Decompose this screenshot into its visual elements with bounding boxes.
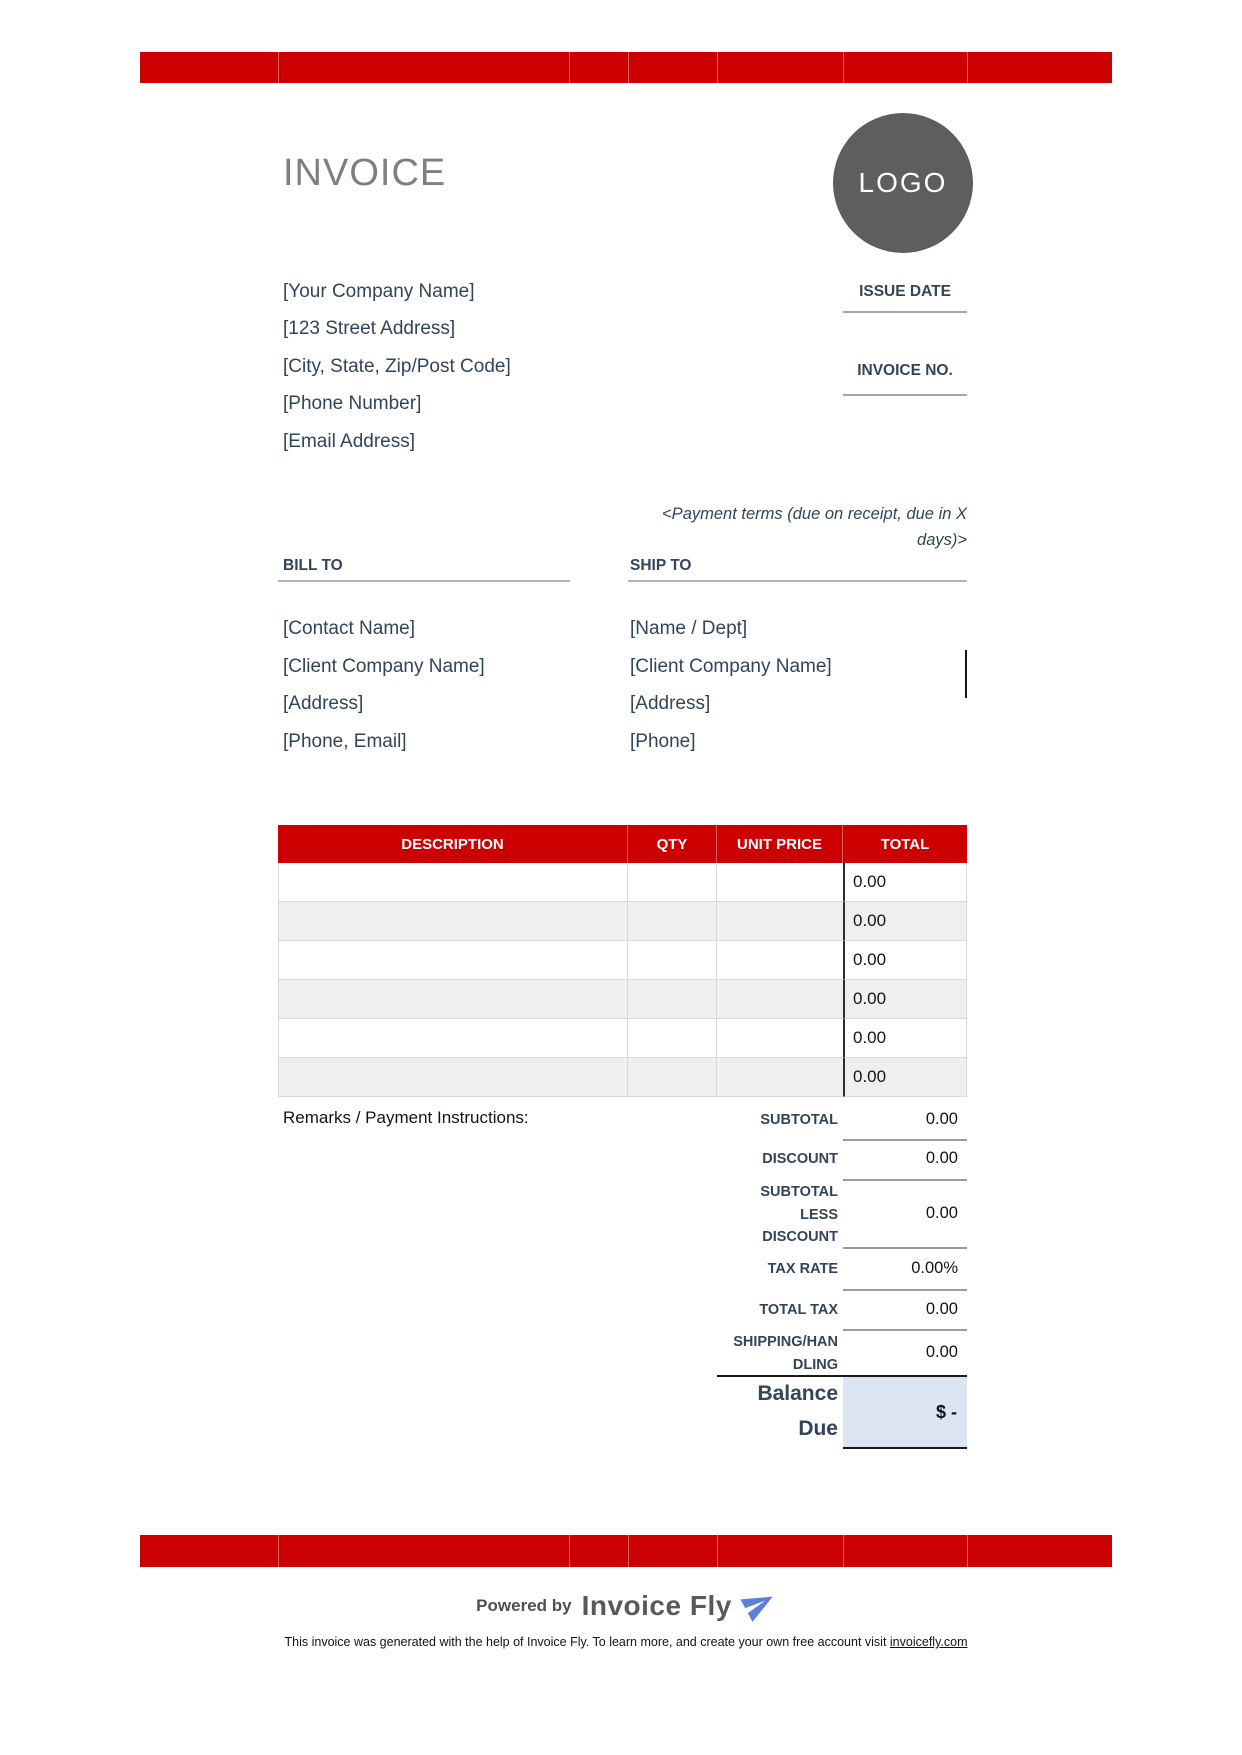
ship-to-label: SHIP TO xyxy=(630,557,692,574)
footer-note xyxy=(140,1635,1112,1649)
total-label-4: TAX RATE xyxy=(767,1261,838,1277)
total-separator xyxy=(843,1329,967,1331)
items-table-header xyxy=(278,825,967,863)
bill-to-line: [Contact Name] xyxy=(283,618,415,639)
paper-plane-icon xyxy=(736,1581,782,1627)
balance-amount: $ - xyxy=(935,1401,957,1422)
page-title: INVOICE xyxy=(283,152,447,194)
balance-due-value[interactable] xyxy=(843,1377,967,1447)
company-address-block xyxy=(283,273,511,460)
bill-to-underline xyxy=(278,580,570,582)
unit_price-cell[interactable] xyxy=(717,980,843,1019)
footer-note-text: This invoice was generated with the help of Invoice Fly. To learn more, and create your own free account visit xyxy=(284,1635,890,1649)
total-value-5[interactable]: 0.00 xyxy=(925,1300,958,1318)
table-row xyxy=(278,863,967,902)
total-cell[interactable]: 0.00 xyxy=(843,1058,967,1097)
bar-gridline xyxy=(278,52,279,83)
logo-text: LOGO xyxy=(858,167,948,198)
qty-cell[interactable] xyxy=(628,1058,717,1097)
total-cell[interactable]: 0.00 xyxy=(843,980,967,1019)
qty-cell[interactable] xyxy=(628,902,717,941)
invoice-no-label: INVOICE NO. xyxy=(857,362,953,379)
description-cell[interactable] xyxy=(278,902,628,941)
total-label-5: TOTAL TAX xyxy=(759,1302,838,1318)
balance-due-label: Balance Due xyxy=(757,1382,838,1440)
ship-to-line: [Client Company Name] xyxy=(630,655,832,677)
total-separator xyxy=(843,1139,967,1141)
bar-gridline xyxy=(717,52,718,83)
description-cell[interactable] xyxy=(278,941,628,980)
line-items-table xyxy=(278,825,967,1097)
bar-gridline xyxy=(569,52,570,83)
total-label-6: SHIPPING/HANDLING xyxy=(733,1334,838,1373)
column-header-qty: QTY xyxy=(628,825,717,863)
total-cell[interactable]: 0.00 xyxy=(843,941,967,980)
column-header-unit-price: UNIT PRICE xyxy=(717,825,843,863)
logo-placeholder xyxy=(833,113,973,253)
bar-gridline xyxy=(967,52,968,83)
column-header-description: DESCRIPTION xyxy=(278,825,628,863)
total-value-1[interactable]: 0.00 xyxy=(925,1110,958,1128)
unit_price-cell[interactable] xyxy=(717,902,843,941)
table-row xyxy=(278,902,967,941)
total-cell[interactable]: 0.00 xyxy=(843,1019,967,1058)
unit_price-cell[interactable] xyxy=(717,1058,843,1097)
invoicefly-link[interactable]: invoicefly.com xyxy=(889,1635,968,1649)
company-line: [123 Street Address] xyxy=(283,318,456,340)
qty-cell[interactable] xyxy=(628,1019,717,1058)
unit_price-cell[interactable] xyxy=(717,1019,843,1058)
powered-by-text: Powered by xyxy=(476,1596,572,1615)
ship-to-block xyxy=(630,610,832,760)
total-separator xyxy=(843,1289,967,1291)
total-cell[interactable]: 0.00 xyxy=(843,902,967,941)
company-line: [City, State, Zip/Post Code] xyxy=(283,355,511,377)
table-row xyxy=(278,980,967,1019)
total-value-6[interactable]: 0.00 xyxy=(925,1343,958,1361)
table-row xyxy=(278,941,967,980)
brand-name: Invoice Fly xyxy=(581,1590,732,1621)
bar-gridline xyxy=(569,1535,570,1567)
invoice-no-underline xyxy=(843,394,967,396)
company-line: [Email Address] xyxy=(283,430,415,452)
unit_price-cell[interactable] xyxy=(717,863,843,902)
ship-to-line: [Name / Dept] xyxy=(630,618,748,639)
total-cell[interactable]: 0.00 xyxy=(843,863,967,902)
description-cell[interactable] xyxy=(278,980,628,1019)
company-line: [Your Company Name] xyxy=(283,281,475,302)
balance-bottom-rule xyxy=(843,1447,967,1449)
bar-gridline xyxy=(628,52,629,83)
remarks-label: Remarks / Payment Instructions: xyxy=(283,1108,529,1127)
total-label-3: SUBTOTAL LESS DISCOUNT xyxy=(760,1184,838,1245)
company-line: [Phone Number] xyxy=(283,393,422,415)
column-header-total: TOTAL xyxy=(880,835,930,853)
unit_price-cell[interactable] xyxy=(717,941,843,980)
qty-cell[interactable] xyxy=(628,863,717,902)
total-value-2[interactable]: 0.00 xyxy=(925,1149,958,1167)
ship-to-underline xyxy=(628,580,967,582)
bottom-accent-bar xyxy=(140,1535,1112,1567)
bill-to-label: BILL TO xyxy=(283,557,343,574)
bar-gridline xyxy=(843,52,844,83)
qty-cell[interactable] xyxy=(628,980,717,1019)
description-cell[interactable] xyxy=(278,863,628,902)
description-cell[interactable] xyxy=(278,1019,628,1058)
table-row xyxy=(278,1058,967,1097)
total-separator xyxy=(843,1179,967,1181)
ship-to-line: [Address] xyxy=(630,693,711,715)
bar-gridline xyxy=(278,1535,279,1567)
table-row xyxy=(278,1019,967,1058)
total-label-2: DISCOUNT xyxy=(762,1151,838,1167)
bill-to-line: [Phone, Email] xyxy=(283,730,407,752)
bar-gridline xyxy=(843,1535,844,1567)
cell-cursor-line xyxy=(965,650,967,698)
bill-to-block xyxy=(283,610,485,760)
bar-gridline xyxy=(717,1535,718,1567)
issue-date-label: ISSUE DATE xyxy=(859,283,951,300)
total-value-4[interactable]: 0.00% xyxy=(911,1259,958,1277)
qty-cell[interactable] xyxy=(628,941,717,980)
total-label-1: SUBTOTAL xyxy=(760,1112,838,1128)
powered-by-row xyxy=(140,1590,1112,1622)
bar-gridline xyxy=(967,1535,968,1567)
payment-terms-note: <Payment terms (due on receipt, due in X days)> xyxy=(662,505,967,549)
ship-to-line: [Phone] xyxy=(630,730,696,752)
bill-to-line: [Client Company Name] xyxy=(283,655,485,677)
total-value-3[interactable]: 0.00 xyxy=(925,1204,958,1222)
issue-date-underline xyxy=(843,311,967,313)
bill-to-line: [Address] xyxy=(283,693,364,715)
top-accent-bar xyxy=(140,52,1112,83)
description-cell[interactable] xyxy=(278,1058,628,1097)
bar-gridline xyxy=(628,1535,629,1567)
total-separator xyxy=(843,1247,967,1249)
